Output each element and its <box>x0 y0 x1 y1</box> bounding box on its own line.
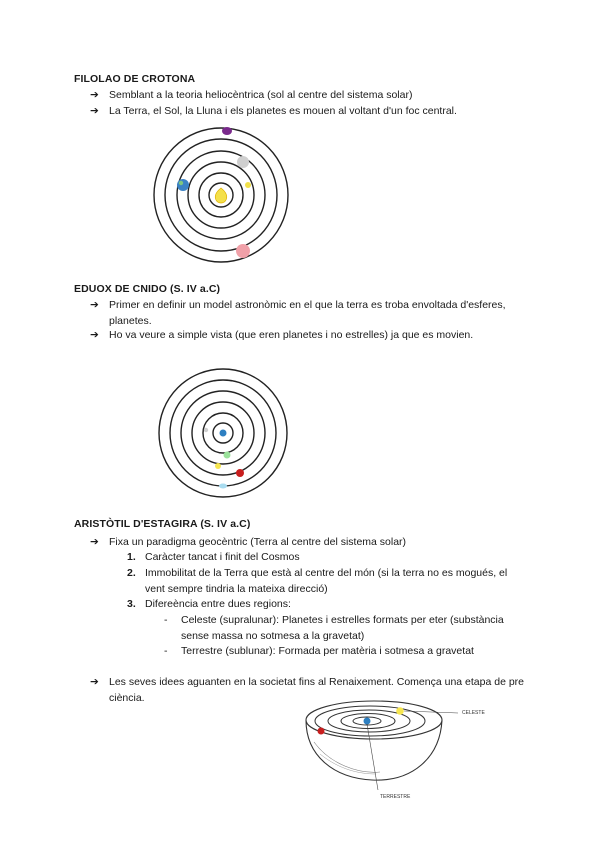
sub-item: - Celeste (supralunar): Planetes i estrelles formats per eter (substància sense massa no sotmesa a la gravetat) <box>164 614 504 642</box>
label-terrestre: TERRESTRE <box>380 794 411 800</box>
numbered-item: 2. Immobilitat de la Terra que està al centre del món (si la terra no es mogués, el vent sempre tindria la mateixa direcció) <box>127 567 508 595</box>
heading-aristotil: ARISTÒTIL D'ESTAGIRA (S. IV a.C) <box>74 518 251 530</box>
numbered-item: 3. Difereència entre dues regions: <box>127 598 291 610</box>
eudox-spheres-diagram <box>157 366 293 500</box>
arrow-icon: ➔ <box>90 536 99 548</box>
arrow-icon: ➔ <box>90 89 99 101</box>
heading-eudox: EDUOX DE CNIDO (S. IV a.C) <box>74 283 221 295</box>
bullet-item: ➔ Fixa un paradigma geocèntric (Terra al centre del sistema solar) <box>90 536 407 548</box>
bullet-item: ➔ Ho va veure a simple vista (que eren planetes i no estrelles) ja que es movien. <box>90 329 474 341</box>
arrow-icon: ➔ <box>90 105 99 117</box>
label-celeste: CELESTE <box>462 710 485 716</box>
bullet-item: ➔ Les seves idees aguanten en la societat fins al Renaixement. Comença una etapa de pre ciència. <box>90 676 525 704</box>
bullet-item: ➔ La Terra, el Sol, la Lluna i els planetes es mouen al voltant d'un foc central. <box>90 105 457 117</box>
arrow-icon: ➔ <box>90 676 99 688</box>
sub-item: - Terrestre (sublunar): Formada per matèria i sotmesa a gravetat <box>164 645 474 657</box>
bullet-item: ➔ Semblant a la teoria heliocèntrica (sol al centre del sistema solar) <box>90 89 413 101</box>
numbered-item: 1. Caràcter tancat i finit del Cosmos <box>127 551 300 563</box>
arrow-icon: ➔ <box>90 299 99 311</box>
arrow-icon: ➔ <box>90 329 99 341</box>
bullet-item: ➔ Primer en definir un model astronòmic en el que la terra es troba envoltada d'esferes, planetes. <box>90 299 506 327</box>
filolao-orbit-diagram <box>150 124 294 264</box>
heading-filolao: FILOLAO DE CROTONA <box>74 73 196 85</box>
aristotle-hemisphere-diagram <box>300 694 500 806</box>
